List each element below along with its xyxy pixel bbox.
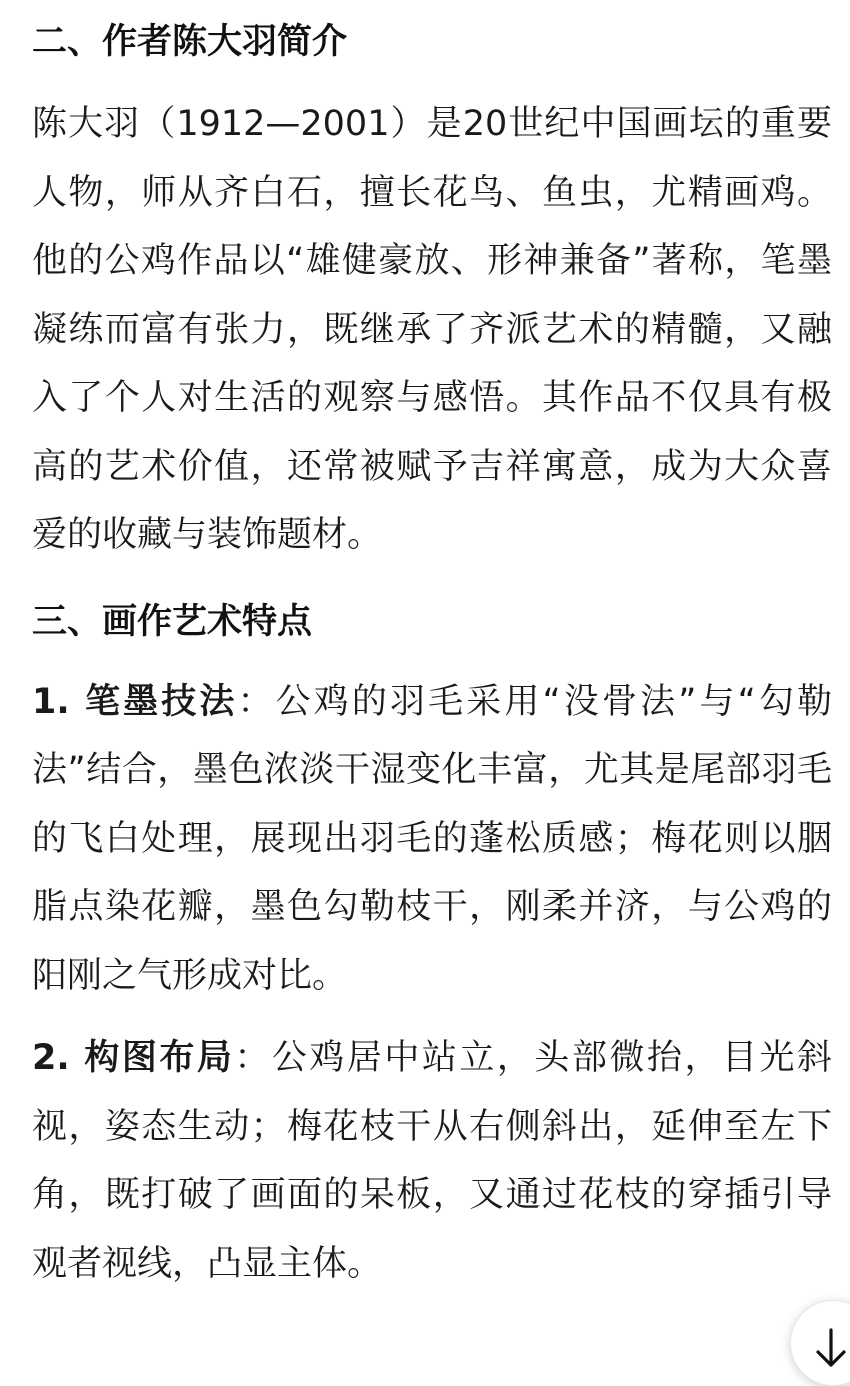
feature-item-text: ：公鸡居中站立，头部微抬，目光斜视，姿态生动；梅花枝干从右侧斜出，延伸至左下角，既打破了画面的呆板，又通过花枝的穿插引导观者视线，凸显主体。 — [32, 1038, 832, 1284]
arrow-down-icon — [813, 1327, 849, 1369]
article-content — [32, 12, 832, 1298]
feature-item-lead: 2. 构图布局 — [32, 1038, 235, 1078]
feature-item-lead: 1. 笔墨技法 — [32, 681, 238, 722]
section-heading-author-bio: 二、作者陈大羽简介 — [32, 22, 348, 62]
author-bio-paragraph: 陈大羽（1912—2001）是20世纪中国画坛的重要人物，师从齐白石，擅长花鸟、鱼虫，尤精画鸡。他的公鸡作品以“雄健豪放、形神兼备”著称，笔墨凝练而富有张力，既继承了齐派艺术的精髓，又融入了个人对生活的观察与感悟。其作品不仅具有极高的艺术价值，还常被赋予吉祥寓意，成为大众喜爱的收藏与装饰题材。 — [32, 104, 832, 555]
feature-item-text: ：公鸡的羽毛采用“没骨法”与“勾勒法”结合，墨色浓淡干湿变化丰富，尤其是尾部羽毛的飞白处理，展现出羽毛的蓬松质感；梅花则以胭脂点染花瓣，墨色勾勒枝干，刚柔并济，与公鸡的阳刚之气形成对比。 — [32, 681, 832, 996]
feature-item-brushwork — [32, 668, 832, 1011]
scroll-to-bottom-button[interactable] — [790, 1300, 850, 1386]
section-heading-art-features: 三、画作艺术特点 — [32, 601, 313, 642]
feature-item-composition — [32, 1024, 832, 1298]
